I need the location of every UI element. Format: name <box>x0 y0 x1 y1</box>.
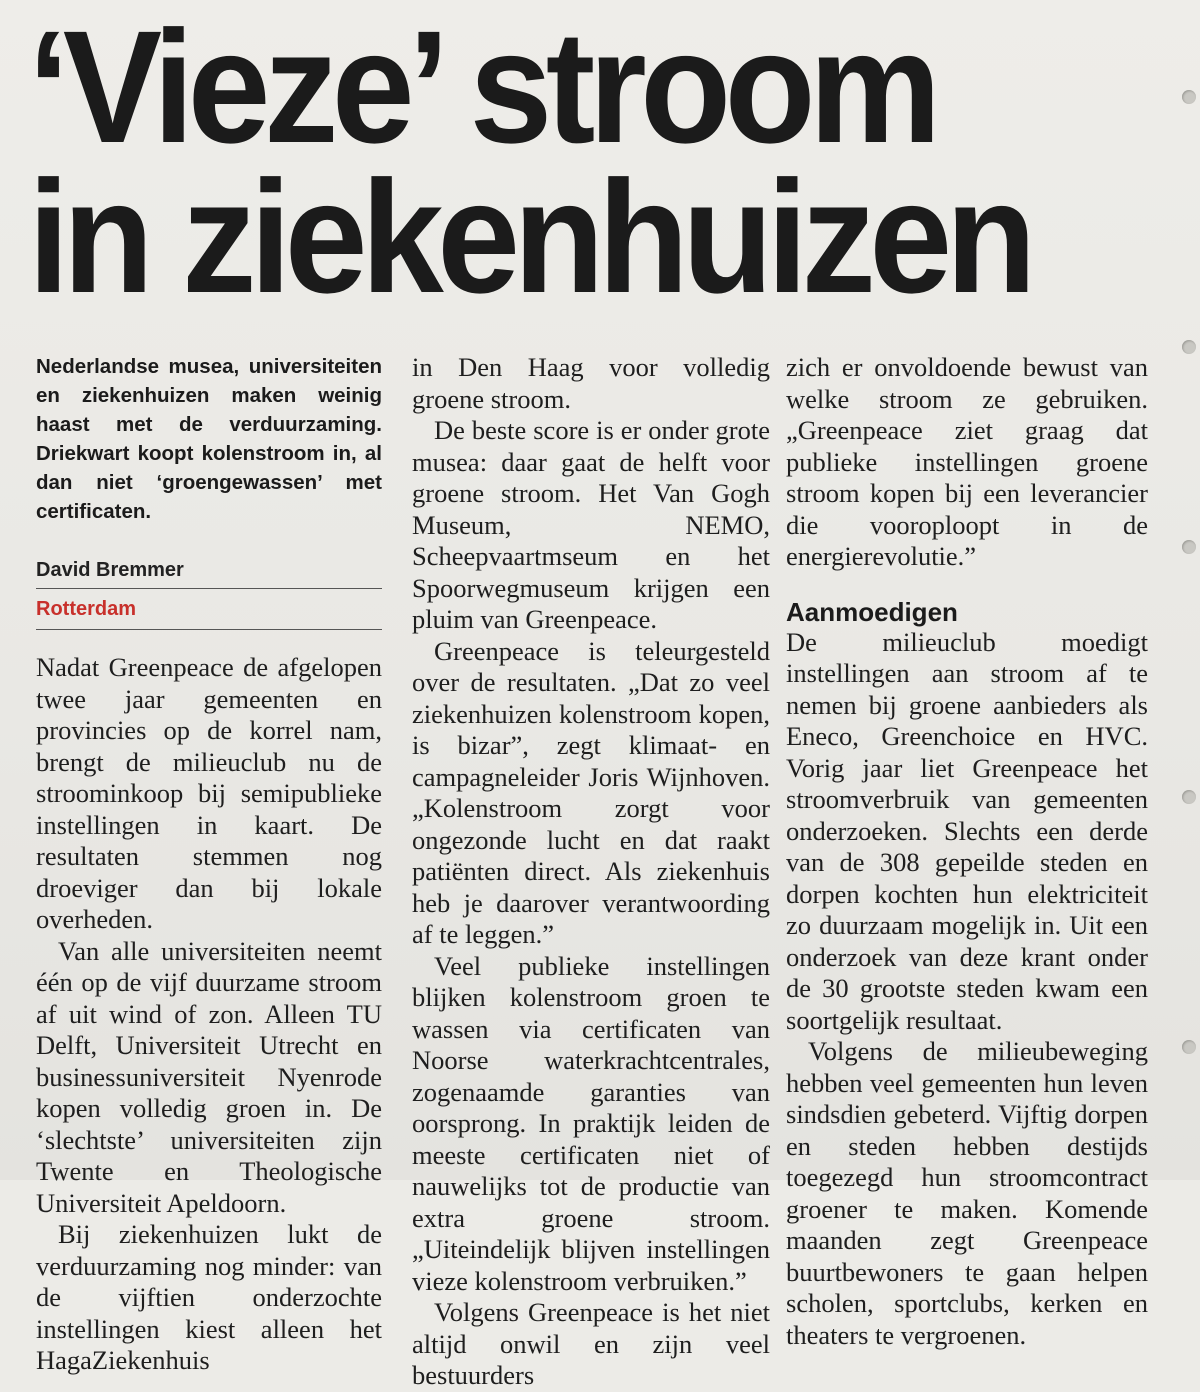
binder-hole <box>1182 340 1196 354</box>
binder-hole <box>1182 90 1196 104</box>
paragraph: Bij ziekenhuizen lukt de verduurzaming nog minder: van de vijftien onderzochte instellingen kiest alleen het HagaZiekenhuis <box>36 1219 382 1375</box>
paragraph: De milieuclub moedigt instellingen aan stroom af te nemen bij groene aanbieders als Eneco, Greenchoice en HVC. Vorig jaar liet Greenpeace het stroomverbruik van gemeenten onderzoeken. Slechts een derde van de 308 gepeilde steden en dorpen kochten hun elektriciteit zo duurzaam mogelijk in. Uit een onderzoek van deze krant onder de 30 grootste steden kwam een soortgelijk resultaat. <box>786 626 1148 1035</box>
paragraph: Greenpeace is teleurgesteld over de resultaten. „Dat zo veel ziekenhuizen kolenstroom kopen, is bizar”, zegt klimaat- en campagneleider Joris Wijnhoven. „Kolenstroom zorgt voor ongezonde lucht en dat raakt patiënten direct. Als ziekenhuis heb je daarover verantwoording af te leggen.” <box>412 635 770 949</box>
headline-line-2: in ziekenhuizen <box>28 147 1031 326</box>
paragraph: in Den Haag voor volledig groene stroom. <box>412 352 770 414</box>
paragraph: Nadat Greenpeace de afgelopen twee jaar gemeenten en provincies op de korrel nam, brengt de milieuclub nu de stroominkoop bij semipublieke instellingen in kaart. De resultaten stemmen nog droeviger dan bij lokale overheden. <box>36 652 382 934</box>
lead-paragraph: Nederlandse musea, universiteiten en ziekenhuizen maken weinig haast met de verduurzaming. Driekwart koopt kolenstroom in, al dan niet ‘groengewassen’ met certificaten. <box>36 355 382 523</box>
binder-hole <box>1182 1040 1196 1054</box>
paragraph: Volgens de milieubeweging hebben veel gemeenten hun leven sindsdien gebeterd. Vijftig dorpen en steden hebben destijds toegezegd hun stroomcontract groener te maken. Komende maanden zegt Greenpeace buurtbewoners te gaan helpen scholen, sportclubs, kerken en theaters te vergroenen. <box>786 1036 1148 1350</box>
paragraph: zich er onvoldoende bewust van welke stroom ze gebruiken. „Greenpeace ziet graag dat publieke instellingen groene stroom kopen bij een leverancier die vooroploopt in de energierevolutie.” <box>786 352 1148 571</box>
binder-holes <box>1174 0 1200 1180</box>
column-1 <box>36 352 382 1377</box>
column-3 <box>786 352 1148 1351</box>
binder-hole <box>1182 790 1196 804</box>
paragraph: De beste score is er onder grote musea: daar gaat de helft voor groene stroom. Het Van Gogh Museum, NEMO, Scheepvaartmseum en het Spoorwegmuseum krijgen een pluim van Greenpeace. <box>412 415 770 634</box>
paragraph: Van alle universiteiten neemt één op de vijf duurzame stroom af uit wind of zon. Alleen TU Delft, Universiteit Utrecht en businessuniversiteit Nyenrode kopen volledig groen in. De ‘slechtste’ universiteiten zijn Twente en Theologische Universiteit Apeldoorn. <box>36 935 382 1218</box>
subheading: Aanmoedigen <box>786 596 958 627</box>
paragraph: Veel publieke instellingen blijken kolenstroom groen te wassen via certificaten van Noorse waterkrachtcentrales, zogenaamde garanties van oorsprong. In praktijk leiden de meeste certificaten niet of nauwelijks tot de productie van extra groene stroom. „Uiteindelijk blijven instellingen vieze kolenstroom verbruiken.” <box>412 950 770 1296</box>
headline-line-1: ‘Vieze’ stroom <box>28 0 935 176</box>
dateline: Rotterdam <box>36 597 382 630</box>
paragraph: Volgens Greenpeace is het niet altijd onwil en zijn veel bestuurders <box>412 1297 770 1390</box>
column-2 <box>412 352 770 1392</box>
binder-hole <box>1182 540 1196 554</box>
byline: David Bremmer <box>36 558 382 589</box>
headline <box>28 0 1088 326</box>
